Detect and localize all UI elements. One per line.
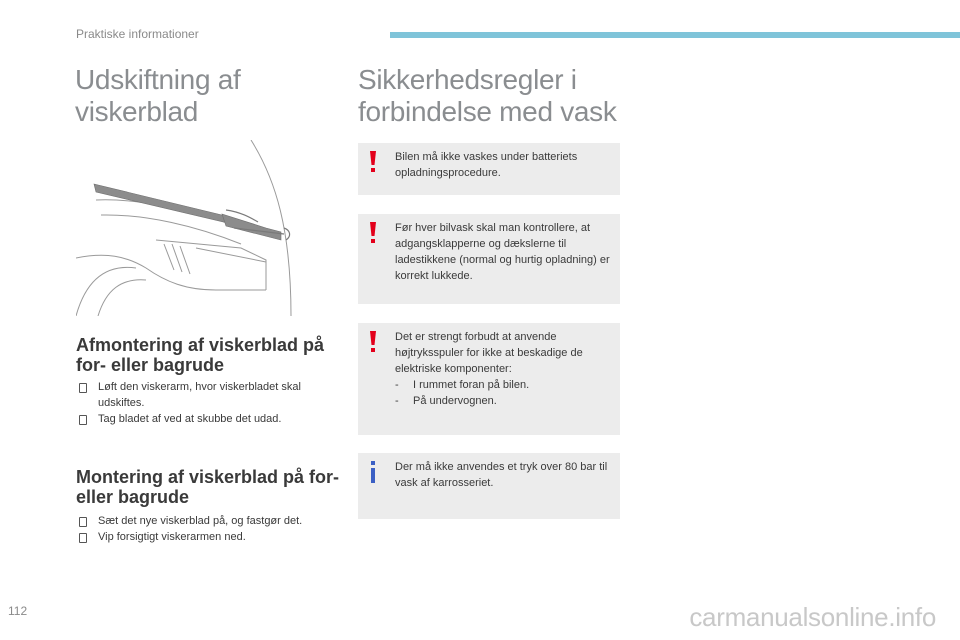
- info-icon: [368, 461, 378, 483]
- step-text: Sæt det nye viskerblad på, og fastgør det.: [98, 515, 303, 527]
- removal-heading: Afmontering af viskerblad på for- eller bagrude: [76, 335, 325, 375]
- note-text: Det er strengt forbudt at anvende højtryksspuler for ikke at beskadige de elektriske komponenter:: [395, 331, 583, 375]
- warning-icon: [368, 151, 378, 173]
- fitting-steps: [76, 513, 336, 545]
- page-title-wiper: Udskiftning af viskerblad: [75, 64, 241, 127]
- checkbox-icon: [79, 517, 87, 527]
- info-note-pressure: [358, 453, 620, 519]
- warning-note-flaps: [358, 214, 620, 304]
- note-text: Der må ikke anvendes et tryk over 80 bar til vask af karrosseriet.: [395, 461, 608, 489]
- list-item: - På undervognen.: [395, 395, 497, 407]
- step-text: Løft den viskerarm, hvor viskerbladet skal udskiftes.: [98, 381, 301, 409]
- list-item: - I rummet foran på bilen.: [395, 379, 530, 391]
- list-item: [76, 529, 336, 545]
- note-text: Før hver bilvask skal man kontrollere, at adgangsklapperne og dækslerne til ladestikkene (normal og hurtig opladning) er korrekt lukkede.: [395, 222, 610, 282]
- checkbox-icon: [79, 533, 87, 543]
- warning-note-high-pressure: [358, 323, 620, 435]
- step-text: Tag bladet af ved at skubbe det udad.: [98, 413, 282, 425]
- watermark: carmanualsonline.info: [689, 602, 936, 632]
- list-item: [76, 411, 336, 427]
- list-item: [76, 513, 336, 529]
- page-title-washing: Sikkerhedsregler i forbindelse med vask: [358, 64, 617, 127]
- removal-steps: [76, 379, 336, 427]
- warning-note-charging: [358, 143, 620, 195]
- wiper-blade-illustration: [76, 140, 326, 316]
- section-label: Praktiske informationer: [76, 27, 199, 41]
- checkbox-icon: [79, 383, 87, 393]
- note-text: Bilen må ikke vaskes under batteriets opladningsprocedure.: [395, 151, 578, 179]
- page-number: 112: [8, 604, 28, 618]
- header-accent-bar: [390, 32, 960, 38]
- list-item: [76, 379, 336, 411]
- checkbox-icon: [79, 415, 87, 425]
- warning-icon: [368, 222, 378, 244]
- warning-icon: [368, 331, 378, 353]
- fitting-heading: Montering af viskerblad på for- eller bagrude: [76, 467, 340, 507]
- step-text: Vip forsigtigt viskerarmen ned.: [98, 531, 246, 543]
